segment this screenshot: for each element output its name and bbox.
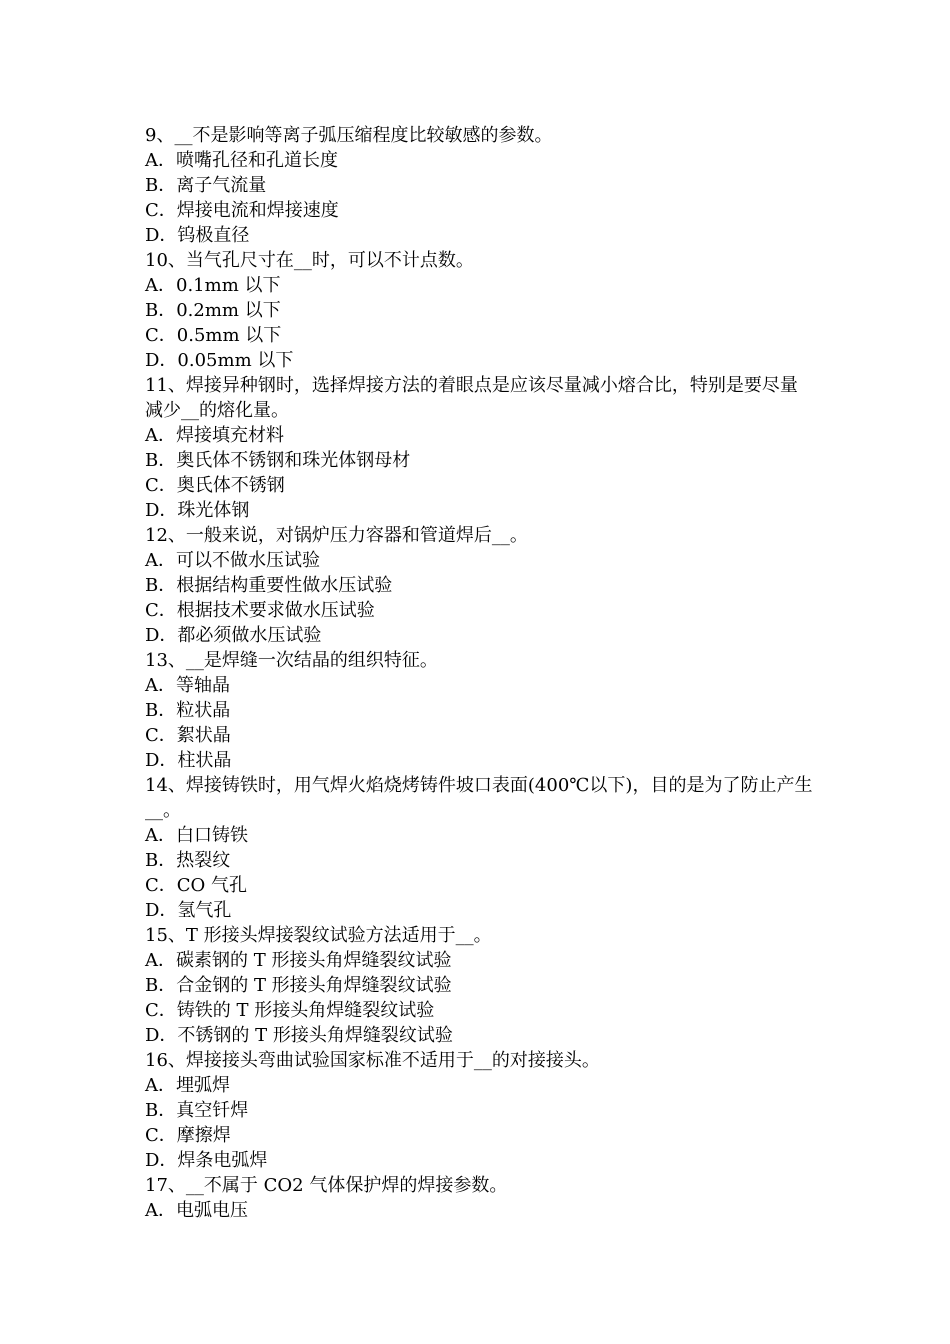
answer-option: C．铸铁的 T 形接头角焊缝裂纹试验 (145, 1000, 435, 1021)
answer-option: C．奥氏体不锈钢 (145, 475, 285, 496)
answer-option: A．喷嘴孔径和孔道长度 (145, 150, 338, 171)
answer-option: B．合金钢的 T 形接头角焊缝裂纹试验 (145, 975, 452, 996)
answer-option: C．焊接电流和焊接速度 (145, 200, 339, 221)
question-stem: 14、焊接铸铁时，用气焊火焰烧烤铸件坡口表面(400℃以下)，目的是为了防止产生__。 (145, 775, 813, 821)
answer-option: A．碳素钢的 T 形接头角焊缝裂纹试验 (145, 950, 452, 971)
answer-option: C．摩擦焊 (145, 1125, 231, 1146)
question-stem: 10、当气孔尺寸在__时，可以不计点数。 (145, 250, 474, 271)
answer-option: C．0.5mm 以下 (145, 325, 282, 346)
answer-option: B．0.2mm 以下 (145, 300, 281, 321)
question-stem: 17、__不属于 CO2 气体保护焊的焊接参数。 (145, 1175, 508, 1196)
answer-option: A．0.1mm 以下 (145, 275, 281, 296)
answer-option: D．焊条电弧焊 (145, 1150, 268, 1171)
answer-option: C．絮状晶 (145, 725, 231, 746)
question-stem: 13、__是焊缝一次结晶的组织特征。 (145, 650, 438, 671)
answer-option: A．可以不做水压试验 (145, 550, 320, 571)
question-stem: 16、焊接接头弯曲试验国家标准不适用于__的对接接头。 (145, 1050, 600, 1071)
answer-option: B．真空钎焊 (145, 1100, 249, 1121)
answer-option: A．等轴晶 (145, 675, 230, 696)
answer-option: B．粒状晶 (145, 700, 231, 721)
answer-option: B．奥氏体不锈钢和珠光体钢母材 (145, 450, 411, 471)
answer-option: B．离子气流量 (145, 175, 267, 196)
answer-option: D．不锈钢的 T 形接头角焊缝裂纹试验 (145, 1025, 453, 1046)
answer-option: D．柱状晶 (145, 750, 232, 771)
answer-option: B．热裂纹 (145, 850, 231, 871)
question-stem: 9、__不是影响等离子弧压缩程度比较敏感的参数。 (145, 125, 553, 146)
answer-option: B．根据结构重要性做水压试验 (145, 575, 393, 596)
answer-option: A．白口铸铁 (145, 825, 248, 846)
question-stem: 12、一般来说，对锅炉压力容器和管道焊后__。 (145, 525, 528, 546)
answer-option: A．电弧电压 (145, 1200, 248, 1221)
answer-option: D．珠光体钢 (145, 500, 250, 521)
answer-option: C．根据技术要求做水压试验 (145, 600, 375, 621)
question-stem: 11、焊接异种钢时，选择焊接方法的着眼点是应该尽量减小熔合比，特别是要尽量减少__的熔化量。 (145, 375, 798, 421)
answer-option: D．钨极直径 (145, 225, 250, 246)
answer-option: A．埋弧焊 (145, 1075, 230, 1096)
answer-option: D．都必须做水压试验 (145, 625, 322, 646)
answer-option: C．CO 气孔 (145, 875, 248, 896)
answer-option: D．0.05mm 以下 (145, 350, 294, 371)
question-stem: 15、T 形接头焊接裂纹试验方法适用于__。 (145, 925, 492, 946)
answer-option: D．氢气孔 (145, 900, 232, 921)
question-list (145, 123, 813, 1223)
answer-option: A．焊接填充材料 (145, 425, 284, 446)
